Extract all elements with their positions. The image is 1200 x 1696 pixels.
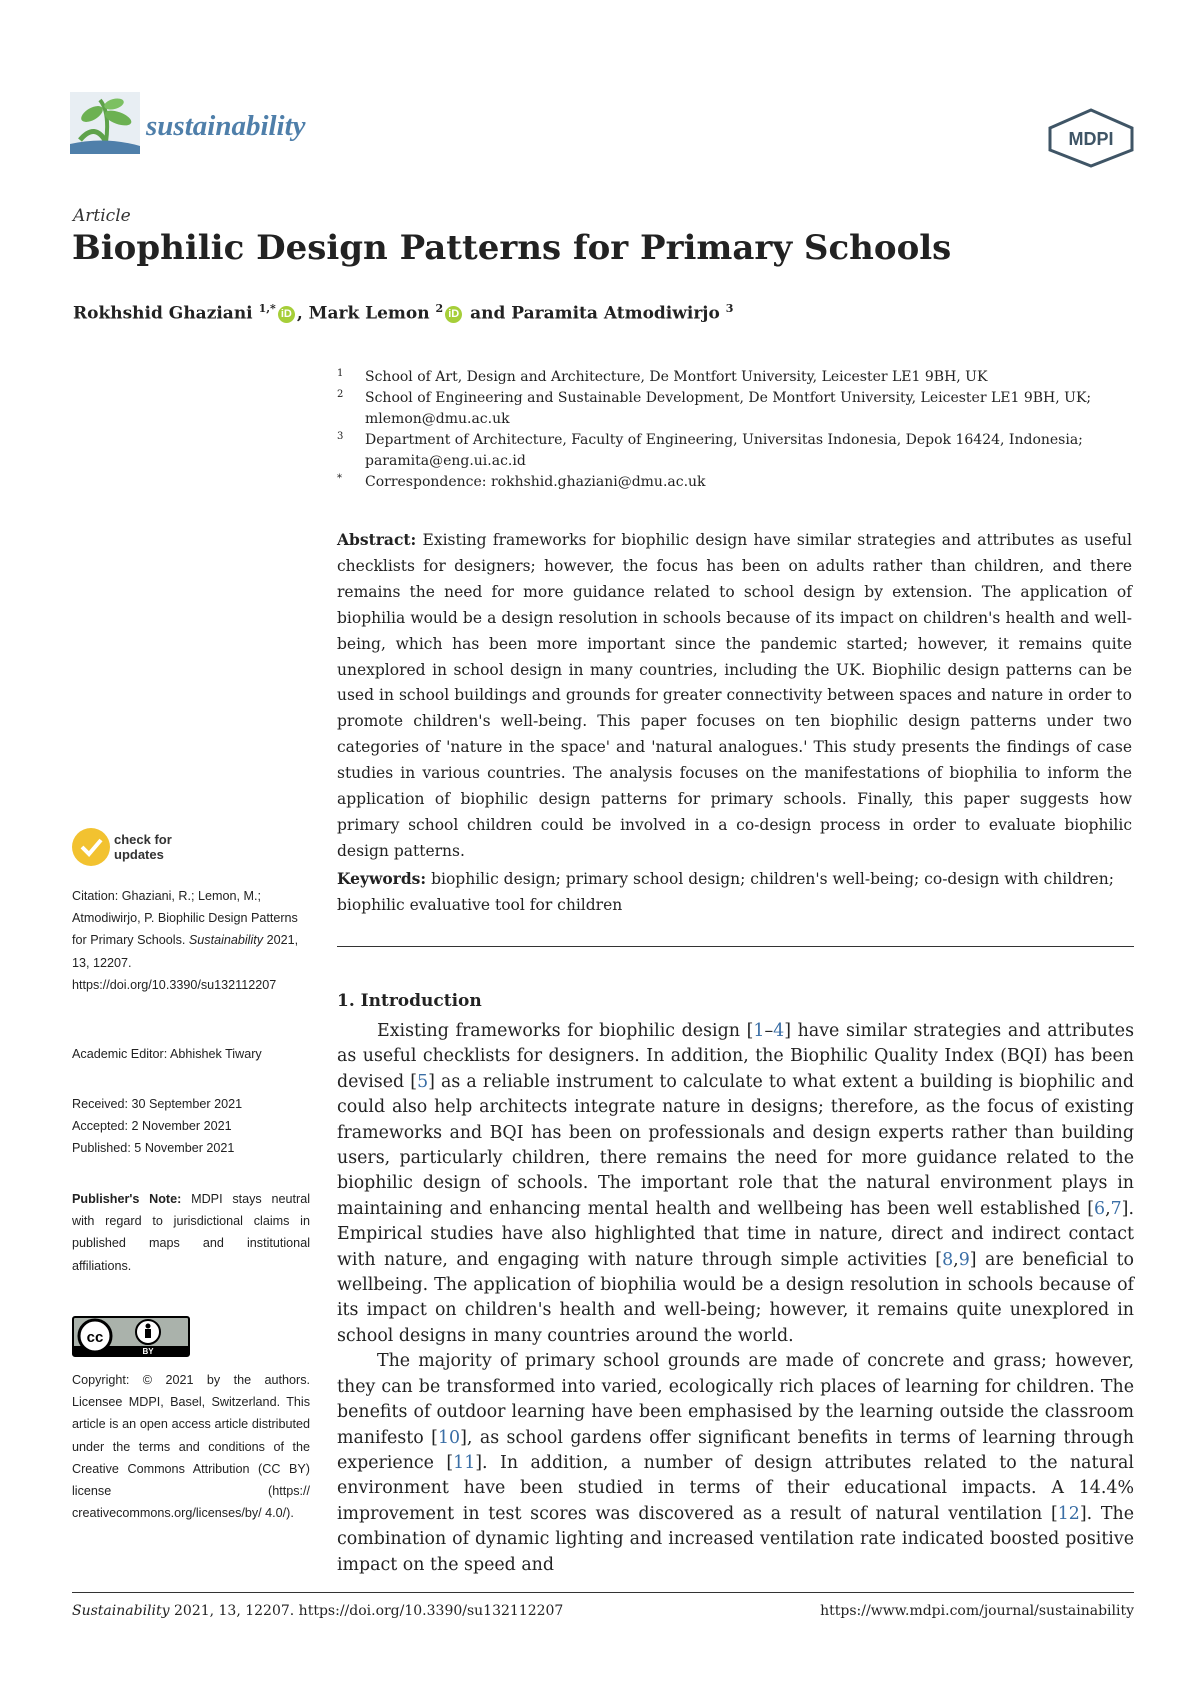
author-2-name: Mark Lemon <box>308 303 430 324</box>
reference-link[interactable]: 7 <box>1110 1198 1122 1219</box>
section-heading: 1. Introduction <box>337 991 482 1011</box>
reference-link[interactable]: 9 <box>958 1249 970 1270</box>
author-1-name: Rokhshid Ghaziani <box>73 303 253 324</box>
footer-journal-url[interactable]: https://www.mdpi.com/journal/sustainability <box>820 1603 1134 1619</box>
svg-text:cc: cc <box>86 1329 104 1346</box>
reference-link[interactable]: 1 <box>753 1021 765 1041</box>
abstract-label: Abstract: <box>337 530 417 549</box>
citation-rest[interactable]: 2021, 13, 12207. https://doi.org/10.3390/su132112207 <box>72 933 299 992</box>
paragraph: The majority of primary school grounds are made of concrete and grass; however, they can be transformed into varied, ecologically rich places of learning for children. The benefits of outdoor learning have been emphasised by the learning outside the classroom manifesto [10], as school gardens offer significant benefits in terms of learning through experience [11]. In addition, a number of design attributes related to the natural environment have been studied in terms of their educational impacts. A 14.4% improvement in test scores was discovered as a result of natural ventilation [12]. The combination of dynamic lighting and increased ventilation rate indicated boosted positive impact on the speed and <box>337 1351 1135 1575</box>
affiliation-text: School of Art, Design and Architecture, De Montfort University, Leicester LE1 9BH, UK <box>365 369 988 385</box>
citation-journal: Sustainability <box>188 933 264 948</box>
affiliation-text: Department of Architecture, Faculty of Engineering, Universitas Indonesia, Depok 16424, Indonesia; paramita@eng.ui.ac.id <box>365 432 1083 469</box>
affiliation-number: 2 <box>337 389 344 400</box>
paragraph: Existing frameworks for biophilic design [1–4] have similar strategies and attributes as useful checklists for designers. In addition, the Biophilic Quality Index (BQI) has been devised [5] as a reliable instrument to calculate to what extent a building is biophilic and could also help architects integrate nature in designs; therefore, as the focus of existing frameworks and BQI has been on professionals and design experts rather than building users, particularly children, there remains the need for more guidance related to the biophilic design of schools. The important role that the natural environment plays in maintaining and enhancing mental health and wellbeing has been well established [6,7]. Empirical studies have also highlighted that time in nature, direct and indirect contact with nature, and engaging with nature through simple activities [8,9] are beneficial to wellbeing. The application of biophilia would be a design resolution in schools because of its impact on children's health and well-being; however, it remains quite unexplored in school designs in many countries around the world. <box>337 1021 1134 1346</box>
reference-link[interactable]: 5 <box>417 1071 429 1092</box>
affiliation-item <box>337 430 1107 472</box>
orcid-icon[interactable]: iD <box>445 306 462 323</box>
author-3-affiliation-mark: 3 <box>725 302 734 315</box>
check-for-updates-button[interactable] <box>72 828 272 876</box>
publication-dates <box>72 1093 310 1160</box>
reference-link[interactable]: 11 <box>453 1452 476 1473</box>
footer-citation-text[interactable]: 2021, 13, 12207. https://doi.org/10.3390/su132112207 <box>174 1603 564 1619</box>
cc-by-license-icon[interactable] <box>72 1316 190 1357</box>
section-divider <box>337 946 1134 947</box>
publisher-note-label: Publisher's Note: <box>72 1192 182 1206</box>
reference-link[interactable]: 4 <box>773 1021 785 1041</box>
author-3-name: Paramita Atmodiwirjo <box>511 303 720 324</box>
author-list: Rokhshid Ghaziani $^{1,*}$ iD , Mark Lemon $^2$ iD and Paramita Atmodiwirjo $^3$ <box>73 302 734 324</box>
affiliation-item <box>337 472 1107 493</box>
mdpi-logo-icon <box>1046 108 1136 168</box>
reference-link[interactable]: 10 <box>437 1427 461 1448</box>
academic-editor: Academic Editor: Abhishek Tiwary <box>72 1047 262 1061</box>
published-date: Published: 5 November 2021 <box>72 1141 235 1156</box>
copyright-notice: Copyright: © 2021 by the authors. Licensee MDPI, Basel, Switzerland. This article is an open access article distributed under the terms and conditions of the Creative Commons Attribution (CC BY) license (https:// creativecommons.org/licenses/by/ 4.0/). <box>72 1373 310 1521</box>
citation-info <box>72 885 310 996</box>
abstract <box>337 527 1132 865</box>
paper-title: Biophilic Design Patterns for Primary Schools <box>72 228 952 268</box>
affiliation-text: School of Engineering and Sustainable Development, De Montfort University, Leicester LE1 9BH, UK; mlemon@dmu.ac.uk <box>365 390 1092 427</box>
keywords-text: biophilic design; primary school design; children's well-being; co-design with children; biophilic evaluative tool for children <box>337 870 1114 914</box>
intro-body <box>337 1019 1134 1578</box>
accepted-date: Accepted: 2 November 2021 <box>72 1119 232 1134</box>
check-updates-icon <box>72 828 110 866</box>
article-type: Article <box>73 206 131 226</box>
journal-name: sustainability <box>146 110 306 142</box>
affiliation-text: Correspondence: rokhshid.ghaziani@dmu.ac.uk <box>365 474 706 490</box>
reference-link[interactable]: 6 <box>1093 1198 1106 1219</box>
affiliation-number: 1 <box>337 368 344 379</box>
author-1-affiliation-mark: 1,* <box>258 302 276 315</box>
abstract-text: Existing frameworks for biophilic design have similar strategies and attributes as useful checklists for designers; however, the focus has been on adults rather than children, and there remains the need for more guidance related to school design by extension. The application of biophilia would be a design resolution in schools because of its impact on children's health and well-being, which has been more important since the pandemic started; however, it remains quite unexplored in school design in many countries, including the UK. Biophilic design patterns can be used in school buildings and grounds for greater connectivity between spaces and nature in order to promote children's well-being. This paper focuses on ten biophilic design patterns under two categories of 'nature in the space' and 'natural analogues.' This study presents the findings of case studies in various countries. The analysis focuses on the manifestations of biophilia to inform the application of biophilic design patterns for primary schools. Finally, this paper suggests how primary school children could be involved in a co-design process in order to evaluate biophilic design patterns. <box>337 531 1132 860</box>
footer-citation <box>72 1603 563 1619</box>
reference-link[interactable]: 12 <box>1057 1503 1080 1524</box>
affiliation-list <box>337 367 1107 493</box>
keywords-label: Keywords: <box>337 869 427 888</box>
author-connector: and <box>470 303 506 324</box>
orcid-icon[interactable]: iD <box>278 306 295 323</box>
cc-logo-text: BY <box>142 1347 154 1356</box>
received-date: Received: 30 September 2021 <box>72 1097 243 1111</box>
citation-label: Citation: <box>72 889 119 903</box>
publisher-note-text: MDPI stays neutral with regard to jurisdictional claims in published maps and institutional affiliations. <box>72 1192 310 1273</box>
journal-logo-icon <box>70 92 140 154</box>
keywords <box>337 866 1132 919</box>
affiliation-item <box>337 388 1107 430</box>
mdpi-logo-text: MDPI <box>1068 129 1114 149</box>
reference-link[interactable]: 8 <box>942 1249 954 1270</box>
check-updates-label: check for updates <box>114 832 172 862</box>
citation-text: Ghaziani, R.; Lemon, M.; Atmodiwirjo, P. Biophilic Design Patterns for Primary Schools. <box>72 889 298 948</box>
affiliation-number: 3 <box>337 431 344 442</box>
footer-journal: Sustainability <box>72 1603 170 1619</box>
footer-divider <box>72 1592 1134 1593</box>
publisher-note <box>72 1188 310 1277</box>
affiliation-number: * <box>337 473 342 484</box>
affiliation-item <box>337 367 1107 388</box>
author-2-affiliation-mark: 2 <box>435 302 444 315</box>
